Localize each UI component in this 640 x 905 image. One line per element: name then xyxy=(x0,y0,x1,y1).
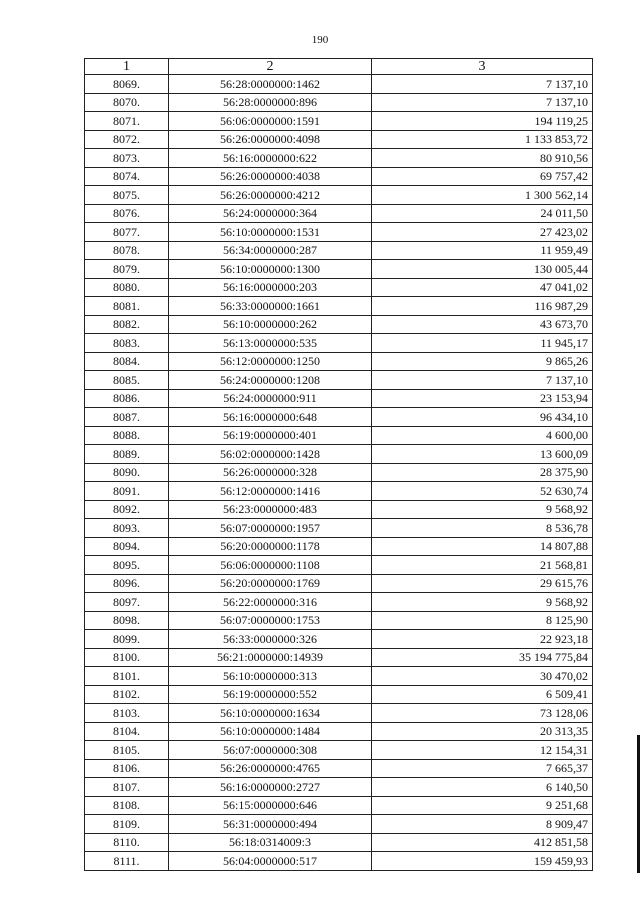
row-number: 8090. xyxy=(85,463,169,482)
row-number: 8081. xyxy=(85,297,169,316)
cadastral-value: 11 959,49 xyxy=(372,241,593,260)
cadastral-number: 56:31:0000000:494 xyxy=(169,815,372,834)
cadastral-value: 8 125,90 xyxy=(372,611,593,630)
cadastral-value: 24 011,50 xyxy=(372,204,593,223)
header-row xyxy=(85,59,593,75)
row-number: 8070. xyxy=(85,93,169,112)
table-body xyxy=(85,75,593,871)
row-number: 8096. xyxy=(85,574,169,593)
cadastral-value: 9 865,26 xyxy=(372,352,593,371)
row-number: 8104. xyxy=(85,722,169,741)
table-row xyxy=(85,167,593,186)
table-row xyxy=(85,519,593,538)
cadastral-number: 56:02:0000000:1428 xyxy=(169,445,372,464)
row-number: 8111. xyxy=(85,852,169,871)
row-number: 8106. xyxy=(85,759,169,778)
cadastral-value: 194 119,25 xyxy=(372,112,593,131)
cadastral-number: 56:15:0000000:646 xyxy=(169,796,372,815)
cadastral-number: 56:33:0000000:326 xyxy=(169,630,372,649)
table-row xyxy=(85,426,593,445)
cadastral-value: 30 470,02 xyxy=(372,667,593,686)
cadastral-number: 56:10:0000000:262 xyxy=(169,315,372,334)
cadastral-number: 56:26:0000000:4212 xyxy=(169,186,372,205)
table-row xyxy=(85,389,593,408)
row-number: 8110. xyxy=(85,833,169,852)
cadastral-value: 47 041,02 xyxy=(372,278,593,297)
row-number: 8072. xyxy=(85,130,169,149)
row-number: 8100. xyxy=(85,648,169,667)
table-row xyxy=(85,574,593,593)
cadastral-value: 29 615,76 xyxy=(372,574,593,593)
cadastral-number: 56:24:0000000:911 xyxy=(169,389,372,408)
table-row xyxy=(85,815,593,834)
row-number: 8079. xyxy=(85,260,169,279)
table-row xyxy=(85,667,593,686)
table-row xyxy=(85,297,593,316)
cadastral-value: 8 909,47 xyxy=(372,815,593,834)
row-number: 8083. xyxy=(85,334,169,353)
cadastral-number: 56:26:0000000:4038 xyxy=(169,167,372,186)
cadastral-number: 56:28:0000000:896 xyxy=(169,93,372,112)
cadastral-value: 9 568,92 xyxy=(372,500,593,519)
table-row xyxy=(85,722,593,741)
table-row xyxy=(85,241,593,260)
row-number: 8109. xyxy=(85,815,169,834)
table-row xyxy=(85,833,593,852)
row-number: 8076. xyxy=(85,204,169,223)
cadastral-value: 412 851,58 xyxy=(372,833,593,852)
row-number: 8071. xyxy=(85,112,169,131)
cadastral-value: 73 128,06 xyxy=(372,704,593,723)
row-number: 8101. xyxy=(85,667,169,686)
cadastral-number: 56:33:0000000:1661 xyxy=(169,297,372,316)
cadastral-value: 80 910,56 xyxy=(372,149,593,168)
cadastral-value: 8 536,78 xyxy=(372,519,593,538)
cadastral-number: 56:20:0000000:1178 xyxy=(169,537,372,556)
cadastral-value: 7 137,10 xyxy=(372,75,593,94)
row-number: 8087. xyxy=(85,408,169,427)
table-row xyxy=(85,537,593,556)
cadastral-value: 130 005,44 xyxy=(372,260,593,279)
row-number: 8089. xyxy=(85,445,169,464)
cadastral-value: 11 945,17 xyxy=(372,334,593,353)
row-number: 8102. xyxy=(85,685,169,704)
cadastral-value: 1 133 853,72 xyxy=(372,130,593,149)
row-number: 8105. xyxy=(85,741,169,760)
cadastral-value: 52 630,74 xyxy=(372,482,593,501)
cadastral-number: 56:23:0000000:483 xyxy=(169,500,372,519)
table-row xyxy=(85,630,593,649)
row-number: 8073. xyxy=(85,149,169,168)
cadastral-value: 28 375,90 xyxy=(372,463,593,482)
cadastral-number: 56:10:0000000:313 xyxy=(169,667,372,686)
cadastral-number: 56:06:0000000:1108 xyxy=(169,556,372,575)
cadastral-value: 7 137,10 xyxy=(372,93,593,112)
cadastral-number: 56:16:0000000:203 xyxy=(169,278,372,297)
cadastral-number: 56:10:0000000:1531 xyxy=(169,223,372,242)
row-number: 8098. xyxy=(85,611,169,630)
cadastral-number: 56:12:0000000:1416 xyxy=(169,482,372,501)
row-number: 8075. xyxy=(85,186,169,205)
table-row xyxy=(85,352,593,371)
cadastral-value: 96 434,10 xyxy=(372,408,593,427)
table-row xyxy=(85,852,593,871)
table-row xyxy=(85,408,593,427)
row-number: 8082. xyxy=(85,315,169,334)
cadastral-value: 27 423,02 xyxy=(372,223,593,242)
table-row xyxy=(85,204,593,223)
cadastral-number: 56:16:0000000:2727 xyxy=(169,778,372,797)
cadastral-value: 14 807,88 xyxy=(372,537,593,556)
table-row xyxy=(85,611,593,630)
cadastral-value: 13 600,09 xyxy=(372,445,593,464)
cadastral-number: 56:10:0000000:1634 xyxy=(169,704,372,723)
row-number: 8094. xyxy=(85,537,169,556)
table-row xyxy=(85,149,593,168)
row-number: 8088. xyxy=(85,426,169,445)
cadastral-value: 6 140,50 xyxy=(372,778,593,797)
cadastral-number: 56:13:0000000:535 xyxy=(169,334,372,353)
table-row xyxy=(85,130,593,149)
table-row xyxy=(85,796,593,815)
row-number: 8095. xyxy=(85,556,169,575)
cadastral-number: 56:20:0000000:1769 xyxy=(169,574,372,593)
table-row xyxy=(85,371,593,390)
cadastral-number: 56:28:0000000:1462 xyxy=(169,75,372,94)
table-row xyxy=(85,685,593,704)
table-row xyxy=(85,186,593,205)
row-number: 8077. xyxy=(85,223,169,242)
cadastral-value: 23 153,94 xyxy=(372,389,593,408)
table-row xyxy=(85,75,593,94)
cadastral-number: 56:24:0000000:364 xyxy=(169,204,372,223)
cadastral-value: 9 251,68 xyxy=(372,796,593,815)
row-number: 8080. xyxy=(85,278,169,297)
row-number: 8069. xyxy=(85,75,169,94)
row-number: 8108. xyxy=(85,796,169,815)
table-row xyxy=(85,315,593,334)
row-number: 8085. xyxy=(85,371,169,390)
cadastral-number: 56:12:0000000:1250 xyxy=(169,352,372,371)
table-row xyxy=(85,759,593,778)
row-number: 8097. xyxy=(85,593,169,612)
row-number: 8107. xyxy=(85,778,169,797)
cadastral-number: 56:34:0000000:287 xyxy=(169,241,372,260)
table-row xyxy=(85,260,593,279)
cadastral-value: 7 137,10 xyxy=(372,371,593,390)
cadastral-value: 9 568,92 xyxy=(372,593,593,612)
cadastral-number: 56:24:0000000:1208 xyxy=(169,371,372,390)
cadastral-number: 56:06:0000000:1591 xyxy=(169,112,372,131)
cadastral-value: 43 673,70 xyxy=(372,315,593,334)
row-number: 8099. xyxy=(85,630,169,649)
cadastral-number: 56:07:0000000:1753 xyxy=(169,611,372,630)
cadastral-value: 69 757,42 xyxy=(372,167,593,186)
table-row xyxy=(85,112,593,131)
cadastral-number: 56:26:0000000:4765 xyxy=(169,759,372,778)
table-row xyxy=(85,445,593,464)
cadastral-value: 116 987,29 xyxy=(372,297,593,316)
cadastral-value: 1 300 562,14 xyxy=(372,186,593,205)
cadastral-number: 56:22:0000000:316 xyxy=(169,593,372,612)
cadastral-number: 56:16:0000000:648 xyxy=(169,408,372,427)
cadastral-number: 56:26:0000000:4098 xyxy=(169,130,372,149)
row-number: 8084. xyxy=(85,352,169,371)
row-number: 8103. xyxy=(85,704,169,723)
cadastral-number: 56:10:0000000:1484 xyxy=(169,722,372,741)
cadastral-number: 56:04:0000000:517 xyxy=(169,852,372,871)
table-row xyxy=(85,463,593,482)
table-row xyxy=(85,278,593,297)
cadastral-number: 56:16:0000000:622 xyxy=(169,149,372,168)
row-number: 8093. xyxy=(85,519,169,538)
table-row xyxy=(85,648,593,667)
cadastral-value: 22 923,18 xyxy=(372,630,593,649)
cadastral-value: 6 509,41 xyxy=(372,685,593,704)
cadastral-value: 7 665,37 xyxy=(372,759,593,778)
cadastral-number: 56:19:0000000:552 xyxy=(169,685,372,704)
column-header-2: 2 xyxy=(169,59,372,75)
cadastral-value: 159 459,93 xyxy=(372,852,593,871)
row-number: 8086. xyxy=(85,389,169,408)
column-header-1: 1 xyxy=(85,59,169,75)
cadastral-number: 56:10:0000000:1300 xyxy=(169,260,372,279)
table-row xyxy=(85,500,593,519)
column-header-3: 3 xyxy=(372,59,593,75)
row-number: 8092. xyxy=(85,500,169,519)
data-table xyxy=(84,58,593,871)
table-row xyxy=(85,482,593,501)
page-number: 190 xyxy=(311,34,329,46)
table-row xyxy=(85,93,593,112)
cadastral-number: 56:21:0000000:14939 xyxy=(169,648,372,667)
table-row xyxy=(85,593,593,612)
cadastral-value: 21 568,81 xyxy=(372,556,593,575)
row-number: 8078. xyxy=(85,241,169,260)
table-row xyxy=(85,556,593,575)
table-row xyxy=(85,778,593,797)
cadastral-value: 35 194 775,84 xyxy=(372,648,593,667)
table-row xyxy=(85,741,593,760)
table-row xyxy=(85,704,593,723)
cadastral-number: 56:18:0314009:3 xyxy=(169,833,372,852)
cadastral-value: 12 154,31 xyxy=(372,741,593,760)
table-row xyxy=(85,334,593,353)
cadastral-value: 20 313,35 xyxy=(372,722,593,741)
cadastral-number: 56:07:0000000:308 xyxy=(169,741,372,760)
table-row xyxy=(85,223,593,242)
cadastral-number: 56:26:0000000:328 xyxy=(169,463,372,482)
row-number: 8074. xyxy=(85,167,169,186)
row-number: 8091. xyxy=(85,482,169,501)
cadastral-number: 56:19:0000000:401 xyxy=(169,426,372,445)
cadastral-number: 56:07:0000000:1957 xyxy=(169,519,372,538)
cadastral-value: 4 600,00 xyxy=(372,426,593,445)
